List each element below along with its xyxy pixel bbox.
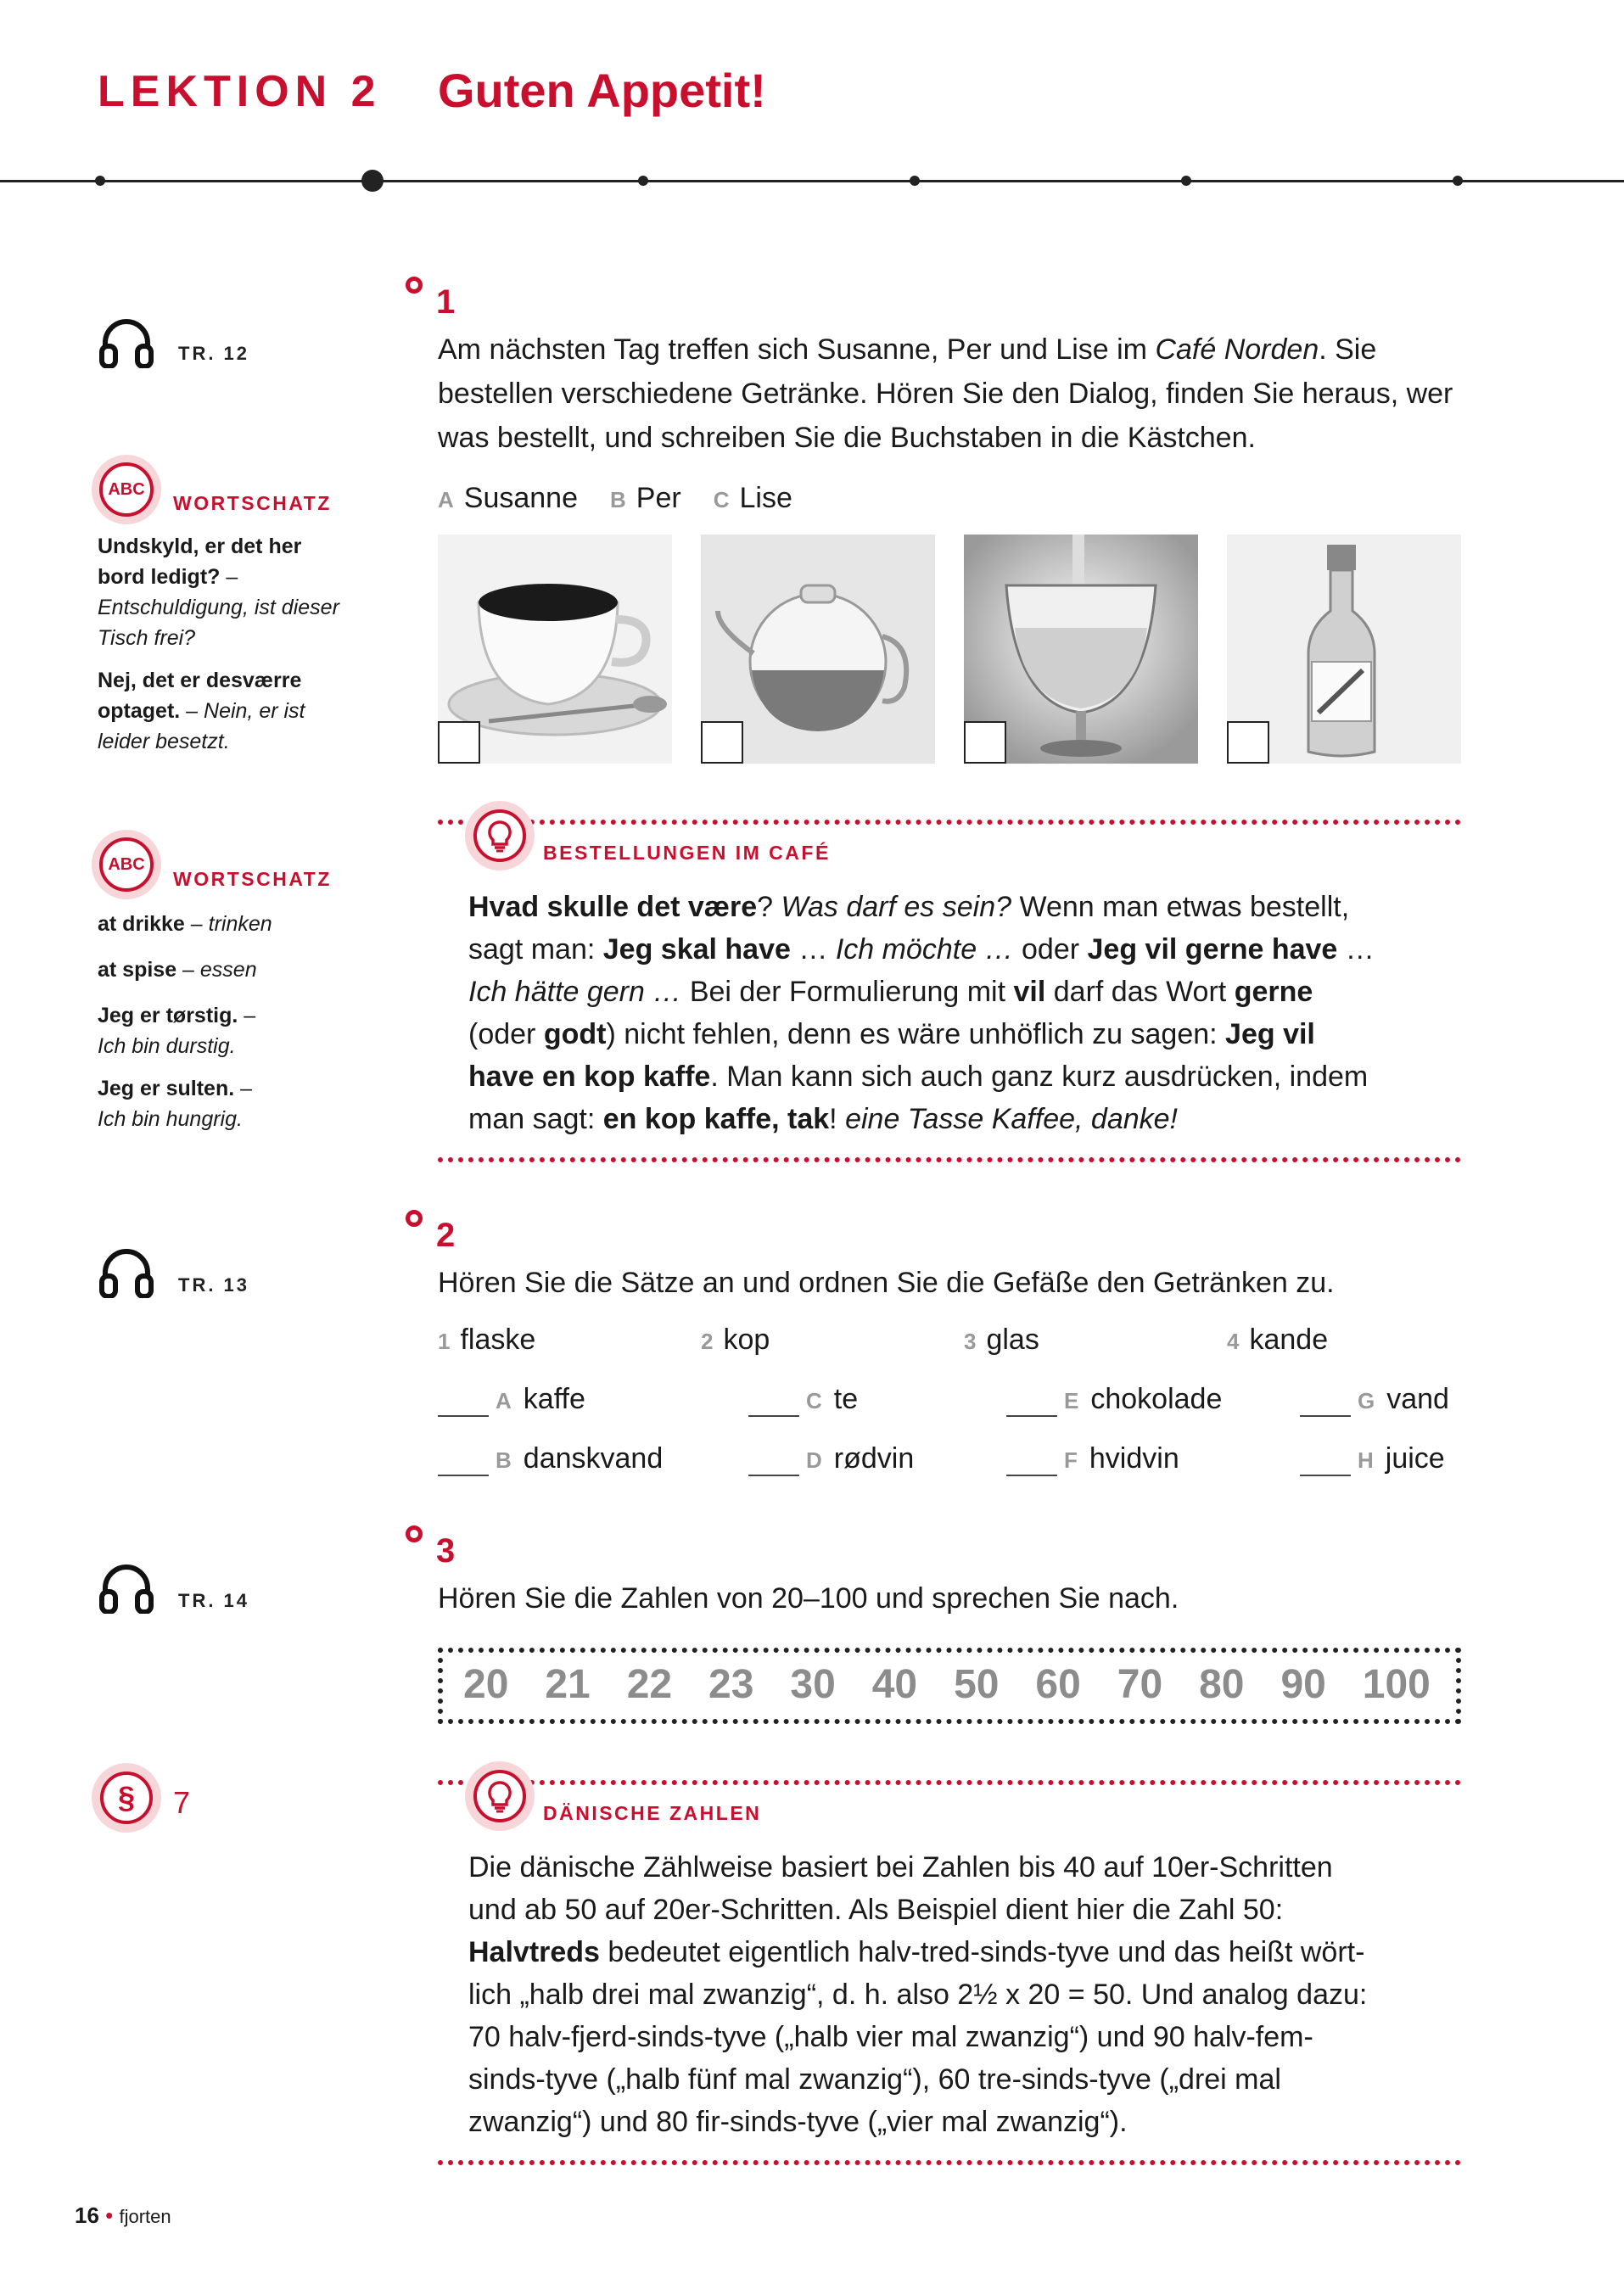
vessel-item: 2 kop — [701, 1324, 770, 1356]
answer-blank[interactable] — [1006, 1475, 1057, 1476]
headphones-icon[interactable] — [98, 1247, 154, 1298]
timeline-dot — [1181, 176, 1191, 186]
answer-blank[interactable] — [748, 1475, 799, 1476]
tip-bestellungen-text — [468, 886, 1453, 1140]
number-item: 60 — [1035, 1662, 1081, 1707]
timeline-dot — [910, 176, 920, 186]
answer-blank[interactable] — [438, 1415, 489, 1417]
exercise-marker — [406, 277, 423, 294]
exercise-marker — [406, 1210, 423, 1227]
number-item: 40 — [871, 1662, 918, 1707]
drink-item: B danskvand — [496, 1442, 664, 1475]
tip-heading: BESTELLUNGEN IM CAFÉ — [543, 842, 831, 864]
tip-line: zwanzig“) und 80 fir-sinds-tyve („vier mal zwanzig“). — [468, 2106, 1128, 2138]
tip-divider — [438, 820, 1461, 825]
track-label: TR. 14 — [178, 1590, 250, 1611]
tip-line: 70 halv-fjerd-sinds-tyve („halb vier mal zwanzig“) und 90 halv-fem- — [468, 2021, 1313, 2053]
number-item: 80 — [1199, 1662, 1245, 1707]
tip-divider — [438, 1157, 1461, 1162]
page-footer — [75, 2203, 171, 2229]
number-item: 21 — [545, 1662, 591, 1707]
wortschatz-label: WORTSCHATZ — [173, 492, 332, 514]
answer-checkbox[interactable] — [964, 721, 1006, 764]
answer-checkbox[interactable] — [1227, 721, 1269, 764]
header-rule — [0, 180, 1624, 182]
page-number: 16 — [75, 2203, 99, 2228]
exercise-number: 1 — [436, 283, 456, 321]
headphones-icon[interactable] — [98, 317, 154, 368]
number-item: 22 — [626, 1662, 673, 1707]
tip-line: Hvad skulle det være? Was darf es sein? Wenn man etwas bestellt, — [468, 891, 1350, 923]
lesson-label: LEKTION 2 — [98, 67, 382, 116]
grammar-paragraph-ref[interactable]: 7 — [173, 1785, 191, 1820]
tip-line: sagt man: Jeg skal have … Ich möchte … oder Jeg vil gerne have … — [468, 933, 1375, 966]
exercise-1-instructions: Am nächsten Tag treffen sich Susanne, Per und Lise im Café Norden. Sie bestellen verschiedene Getränke. Hören Sie den Dialog, finden Sie heraus, wer was bestellt, und schreiben Sie die Buchstaben in die Kästchen. — [438, 333, 1453, 454]
tip-divider — [438, 1780, 1461, 1785]
abc-vocab-icon: ABC — [92, 455, 161, 524]
page-word: fjorten — [119, 2206, 171, 2227]
tip-divider — [438, 2160, 1461, 2165]
exercise-2-instructions: Hören Sie die Sätze an und ordnen Sie die Gefäße den Getränken zu. — [438, 1267, 1335, 1299]
number-item: 20 — [463, 1662, 509, 1707]
page-title: Guten Appetit! — [438, 64, 766, 117]
lightbulb-icon — [465, 801, 535, 870]
exercise-3-instructions: Hören Sie die Zahlen von 20–100 und sprechen Sie nach. — [438, 1582, 1179, 1615]
vocab-list-2: at drikke – trinken at spise – essen Jeg er tørstig. – Ich bin durstig. Jeg er sulten. – Ich bin hungrig. — [98, 912, 272, 1131]
grammar-paragraph-icon[interactable]: § — [92, 1763, 161, 1833]
tip-line: have en kop kaffe. Man kann sich auch ganz kurz ausdrücken, indem — [468, 1061, 1369, 1093]
answer-checkbox[interactable] — [701, 721, 743, 764]
tip-line: Ich hätte gern … Bei der Formulierung mit vil darf das Wort gerne — [468, 976, 1313, 1008]
tip-line: sinds-tyve („halb fünf mal zwanzig“), 60 tre-sinds-tyve („drei mal — [468, 2063, 1281, 2096]
answer-blank[interactable] — [1300, 1415, 1351, 1417]
number-item: 70 — [1117, 1662, 1163, 1707]
number-item: 50 — [954, 1662, 1000, 1707]
drink-item: G vand — [1358, 1383, 1449, 1415]
tip-line: und ab 50 auf 20er-Schritten. Als Beispiel dient hier die Zahl 50: — [468, 1894, 1284, 1926]
headphones-icon[interactable] — [98, 1563, 154, 1614]
tip-line: (oder godt) nicht fehlen, denn es wäre unhöflich zu sagen: Jeg vil — [468, 1018, 1315, 1050]
exercise-number: 2 — [436, 1217, 456, 1254]
answer-checkbox[interactable] — [438, 721, 480, 764]
timeline-dot-current — [361, 170, 384, 192]
track-label: TR. 13 — [178, 1274, 250, 1296]
number-item: 30 — [790, 1662, 836, 1707]
tip-line: lich „halb drei mal zwanzig“, d. h. also 2½ x 20 = 50. Und analog dazu: — [468, 1979, 1368, 2011]
wortschatz-label: WORTSCHATZ — [173, 868, 332, 890]
abc-vocab-icon: ABC — [92, 830, 161, 899]
number-item: 90 — [1280, 1662, 1326, 1707]
answer-blank[interactable] — [1300, 1475, 1351, 1476]
tip-line: Halvtreds bedeutet eigentlich halv-tred-sinds-tyve und das heißt wört- — [468, 1936, 1365, 1968]
number-item: 100 — [1362, 1662, 1431, 1707]
numbers-row — [463, 1661, 1431, 1708]
drink-item: A kaffe — [496, 1383, 585, 1415]
answer-blank[interactable] — [1006, 1415, 1057, 1417]
drink-item: H juice — [1358, 1442, 1445, 1475]
answer-blank[interactable] — [748, 1415, 799, 1417]
tip-line: Die dänische Zählweise basiert bei Zahlen bis 40 auf 10er-Schritten — [468, 1851, 1333, 1884]
drink-item: F hvidvin — [1064, 1442, 1179, 1475]
lightbulb-icon — [465, 1761, 535, 1831]
tip-zahlen-text — [468, 1846, 1453, 2143]
vocab-list-1: Undskyld, er det her bord ledigt? – Entschuldigung, ist dieser Tisch frei? Nej, det er desværre optaget. – Nein, er ist leider besetzt. — [98, 535, 339, 753]
tip-heading: DÄNISCHE ZAHLEN — [543, 1802, 762, 1824]
vessel-item: 4 kande — [1227, 1324, 1329, 1356]
timeline-dot — [638, 176, 648, 186]
number-item: 23 — [708, 1662, 754, 1707]
timeline-dot — [1453, 176, 1463, 186]
footer-bullet: • — [105, 2203, 114, 2228]
drink-item: D rødvin — [806, 1442, 915, 1475]
exercise-marker — [406, 1525, 423, 1542]
vessel-item: 1 flaske — [438, 1324, 536, 1356]
drink-item: C te — [806, 1383, 859, 1415]
person-options: A Susanne B Per C Lise — [438, 482, 792, 514]
track-label: TR. 12 — [178, 343, 250, 364]
drink-item: E chokolade — [1064, 1383, 1223, 1415]
exercise-number: 3 — [436, 1532, 456, 1570]
vessel-item: 3 glas — [964, 1324, 1039, 1356]
answer-blank[interactable] — [438, 1475, 489, 1476]
tip-line: man sagt: en kop kaffe, tak! eine Tasse Kaffee, danke! — [468, 1103, 1178, 1135]
timeline-dot — [95, 176, 105, 186]
